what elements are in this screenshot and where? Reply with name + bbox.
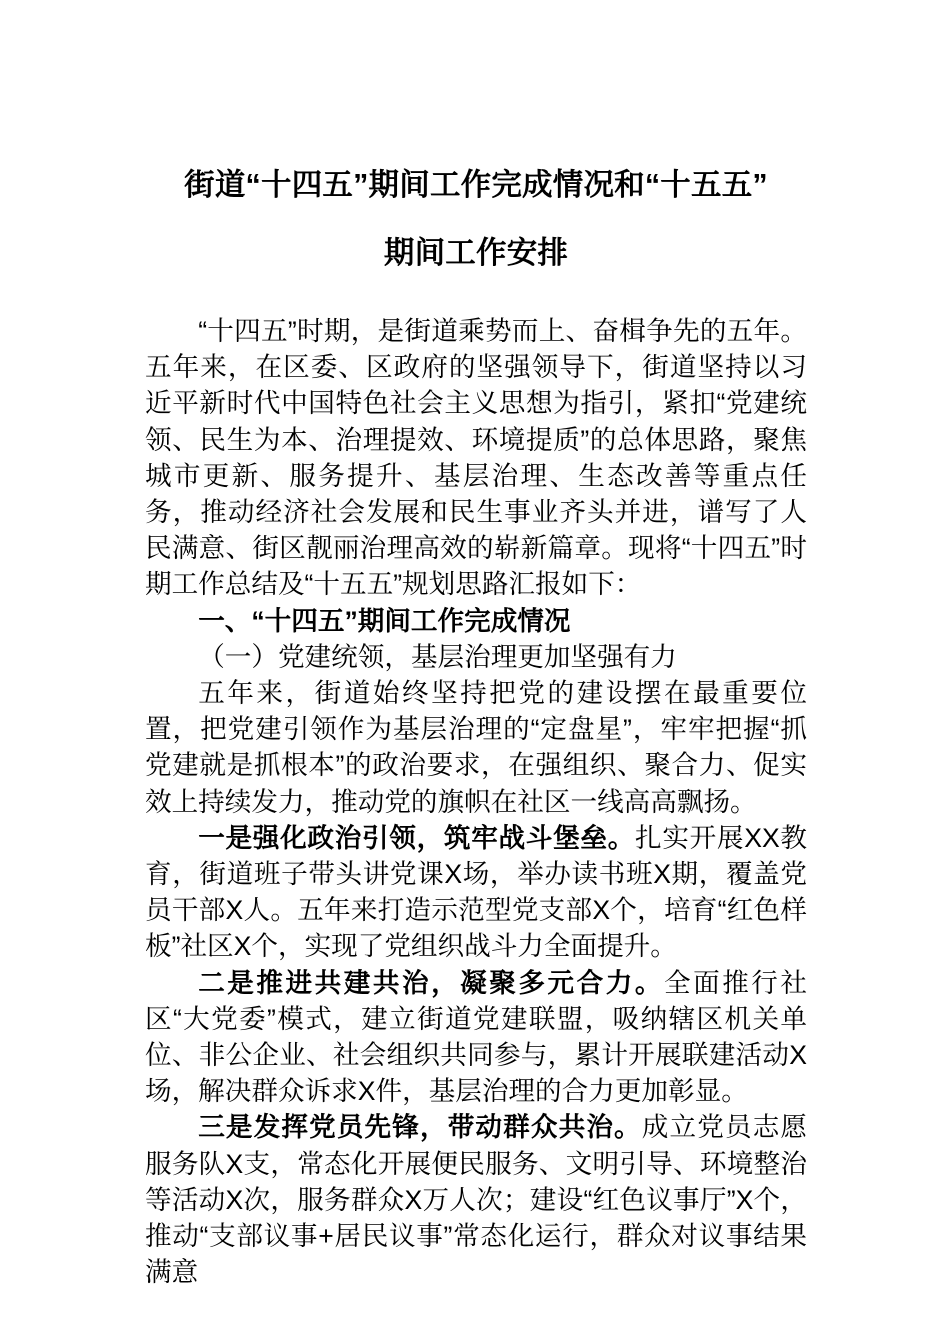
subsection-1-body-paragraph: 五年来，街道始终坚持把党的建设摆在最重要位置，把党建引领作为基层治理的“定盘星”，牢牢把握“抓党建就是抓根本”的政治要求，在强组织、聚合力、促实效上持续发力，推动党的旗帜在社区一线高高飘扬。 <box>145 678 807 817</box>
point-3-paragraph <box>145 1109 807 1290</box>
point-1-body: 扎实开展XX教育，街道班子带头讲党课X场，举办读书班X期，覆盖党员干部X人。五年来打造示范型党支部X个，培育“红色样板”社区X个，实现了党组织战斗力全面提升。 <box>145 822 807 962</box>
subsection-heading-1: （一）党建统领，基层治理更加坚强有力 <box>198 641 677 672</box>
page-title-line-1: 街道“十四五”期间工作完成情况和“十五五” <box>184 168 768 202</box>
point-2-paragraph <box>145 965 807 1110</box>
point-3-lead: 三是发挥党员先锋，带动群众共治。 <box>198 1112 642 1143</box>
point-1-lead: 一是强化政治引领，筑牢战斗堡垒。 <box>198 822 636 853</box>
page-title <box>145 0 807 276</box>
document-content <box>145 0 807 1290</box>
point-2-body: 全面推行社区“大党委”模式，建立街道党建联盟，吸纳辖区机关单位、非公企业、社会组织共同参与，累计开展联建活动X场，解决群众诉求X件，基层治理的合力更加彰显。 <box>145 967 808 1107</box>
intro-paragraph: “十四五”时期，是街道乘势而上、奋楫争先的五年。五年来，在区委、区政府的坚强领导下，街道坚持以习近平新时代中国特色社会主义思想为指引，紧扣“党建统领、民生为本、治理提效、环境提质”的总体思路，聚焦城市更新、服务提升、基层治理、生态改善等重点任务，推动经济社会发展和民生事业齐头并进，谱写了人民满意、街区靓丽治理高效的崭新篇章。现将“十四五”时期工作总结及“十五五”规划思路汇报如下： <box>145 316 807 600</box>
point-2-lead: 二是推进共建共治，凝聚多元合力。 <box>198 967 664 998</box>
point-1-paragraph <box>145 820 807 965</box>
page-title-line-2: 期间工作安排 <box>383 236 569 270</box>
point-3-body: 成立党员志愿服务队X支，常态化开展便民服务、文明引导、环境整治等活动X次，服务群众X万人次；建设“红色议事厅”X个，推动“支部议事+居民议事”常态化运行，群众对议事结果满意 <box>145 1112 808 1288</box>
section-heading-1: 一、“十四五”期间工作完成情况 <box>198 605 571 636</box>
